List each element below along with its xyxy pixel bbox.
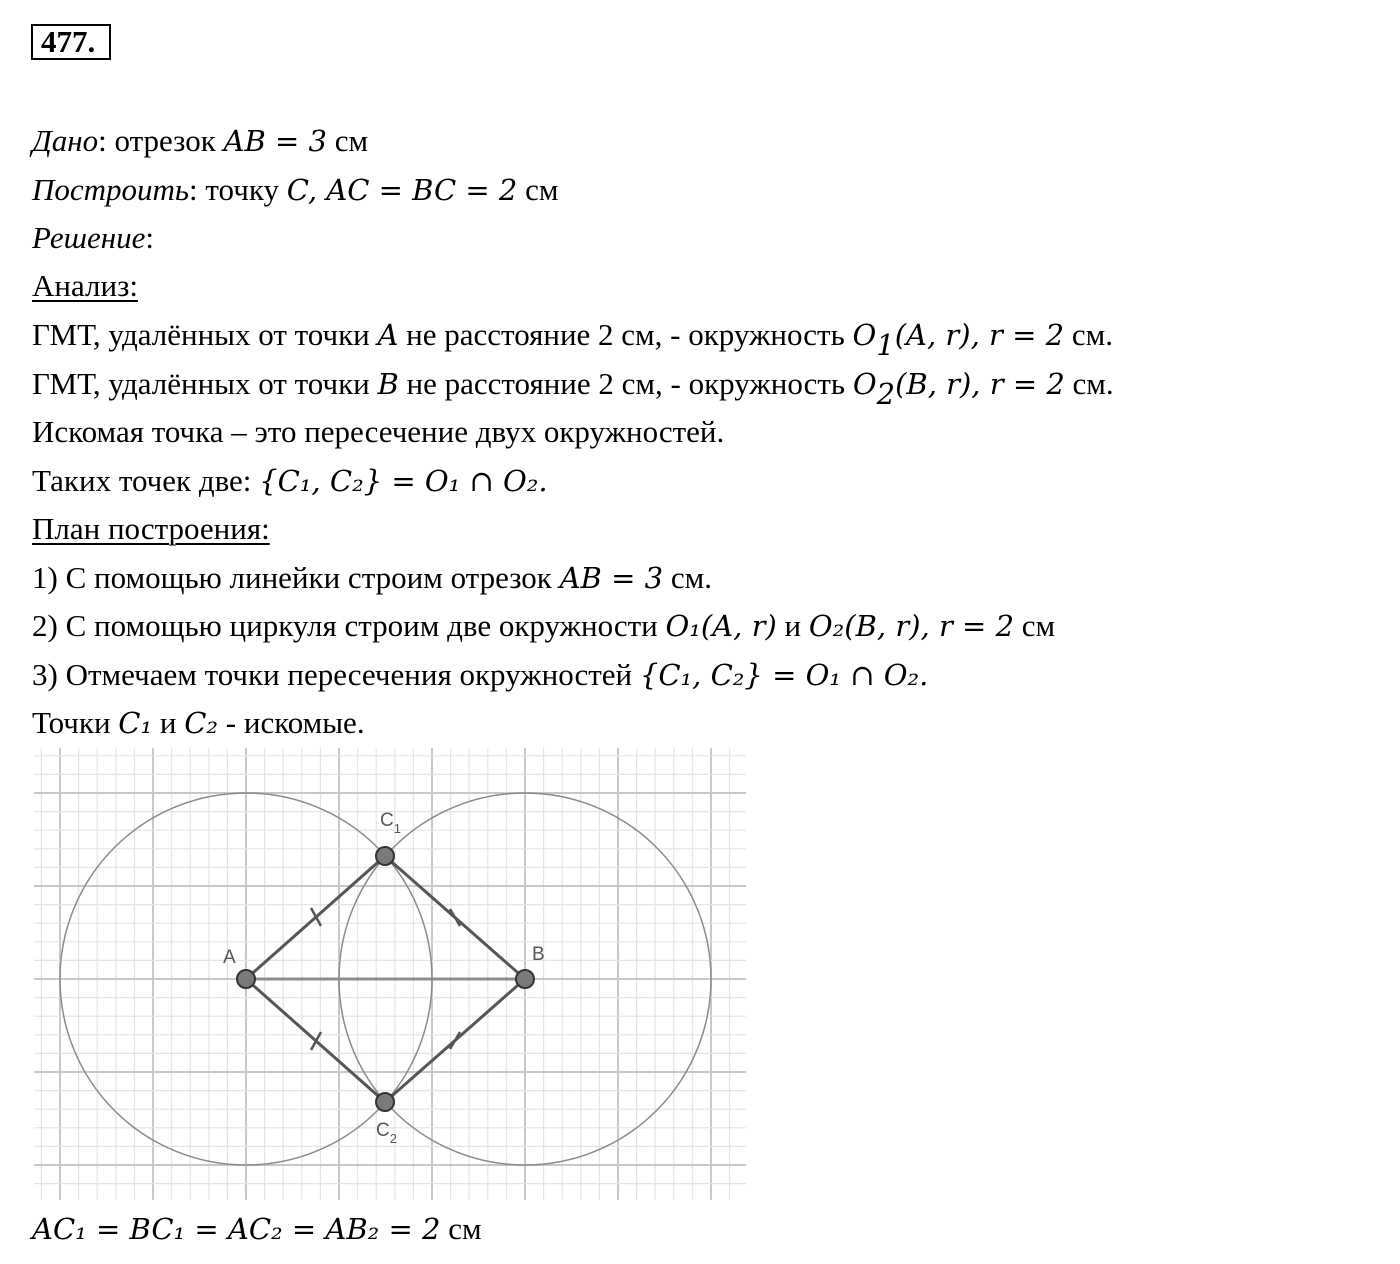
given-line [32, 123, 368, 159]
analysis-line-1 [32, 317, 1113, 363]
analysis-2-point: B [377, 367, 399, 401]
plan-1-text: 1) С помощью линейки строим отрезок [32, 560, 560, 595]
analysis-line-3 [32, 414, 724, 450]
analysis-2-text2: не расстояние 2 см, - окружность [398, 366, 853, 401]
final-math: AC₁ = BC₁ = AC₂ = AB₂ = 2 [32, 1212, 441, 1246]
conclusion-p1: C₁ [118, 706, 153, 740]
analysis-2-args: (B, r), r = 2 [895, 367, 1065, 401]
plan-3-text: 3) Отмечаем точки пересечения окружностей [32, 657, 640, 692]
analysis-line-4 [32, 463, 548, 499]
point-a [237, 970, 255, 988]
analysis-2-sub: 2 [876, 377, 896, 412]
label-b: B [532, 944, 545, 965]
analysis-1-sub: 1 [876, 328, 895, 363]
final-unit: см [440, 1211, 482, 1246]
analysis-3-text: Искомая точка – это пересечение двух окружностей. [32, 414, 725, 449]
analysis-line-2 [32, 366, 1114, 412]
construct-line [32, 172, 559, 208]
solution-line [32, 220, 154, 256]
conclusion-mid: и [152, 705, 185, 740]
point-c1 [376, 847, 394, 865]
problem-number: 477. [31, 24, 111, 60]
solution-text: : [145, 220, 154, 255]
conclusion-text: Точки [32, 705, 119, 740]
conclusion-p2: C₂ [184, 706, 219, 740]
plan-step-3 [32, 657, 928, 693]
analysis-1-point: A [377, 318, 399, 352]
analysis-1-circle: O [852, 318, 877, 352]
plan-2-mid: и [776, 608, 809, 643]
label-c1: $C_1$ [380, 810, 401, 836]
given-text: : отрезок [98, 123, 224, 158]
analysis-2-text: ГМТ, удалённых от точки [32, 366, 378, 401]
conclusion-tail: - искомые. [218, 705, 365, 740]
given-math: AB = 3 [223, 124, 327, 158]
plan-2-math2: O₂(B, r), r = 2 [808, 609, 1015, 643]
plan-step-2 [32, 608, 1055, 644]
analysis-header-text: Анализ: [32, 268, 138, 303]
construction-figure [34, 748, 746, 1200]
plan-step-1 [32, 560, 712, 596]
given-unit: см [326, 123, 369, 158]
analysis-2-circle: O [852, 367, 877, 401]
conclusion-line [32, 705, 365, 741]
plan-1-math: AB = 3 [559, 561, 664, 595]
construct-math: C, AC = BC = 2 [286, 173, 518, 207]
analysis-2-unit: см. [1064, 366, 1114, 401]
point-b [516, 970, 534, 988]
analysis-1-text: ГМТ, удалённых от точки [32, 317, 378, 352]
plan-1-unit: см. [663, 560, 712, 595]
construct-unit: см [517, 172, 559, 207]
given-label: Дано [32, 123, 99, 158]
plan-2-unit: см [1014, 608, 1056, 643]
label-a: A [223, 947, 236, 968]
analysis-4-text: Таких точек две: [32, 463, 260, 498]
final-equation [32, 1211, 482, 1247]
plan-header [32, 511, 270, 547]
construct-label: Построить [32, 172, 190, 207]
construct-text: : точку [189, 172, 287, 207]
plan-header-text: План построения: [32, 511, 270, 546]
plan-2-text: 2) С помощью циркуля строим две окружности [32, 608, 666, 643]
analysis-1-text2: не расстояние 2 см, - окружность [398, 317, 853, 352]
analysis-4-math: {C₁, C₂} = O₁ ∩ O₂. [259, 464, 548, 498]
point-c2 [376, 1093, 394, 1111]
analysis-header [32, 268, 138, 304]
plan-2-math1: O₁(A, r) [665, 609, 777, 643]
solution-label: Решение [32, 220, 146, 255]
analysis-1-args: (A, r), r = 2 [894, 318, 1065, 352]
label-c2: $C_2$ [376, 1120, 397, 1146]
analysis-1-unit: см. [1064, 317, 1113, 352]
plan-3-math: {C₁, C₂} = O₁ ∩ O₂. [639, 658, 929, 692]
